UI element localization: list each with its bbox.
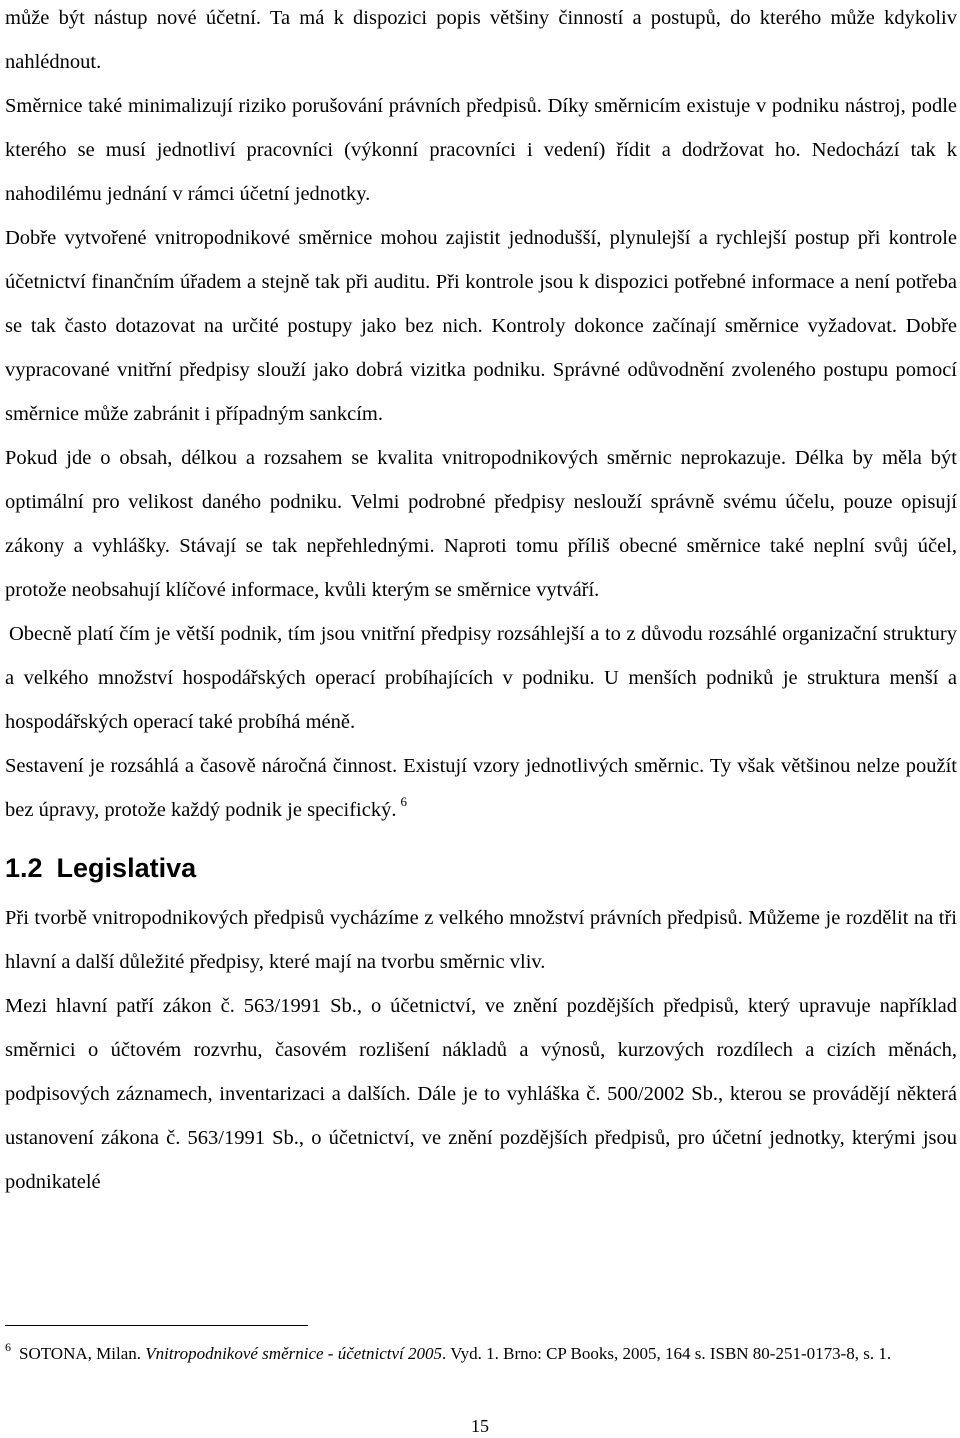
footnote-details: . Vyd. 1. Brno: CP Books, 2005, 164 s. ISBN 80-251-0173-8, s. 1. [442, 1344, 892, 1363]
footnote [5, 1333, 957, 1374]
footnote-number: 6 [5, 1340, 11, 1354]
section-heading [5, 846, 957, 890]
footnote-reference[interactable]: 6 [400, 794, 407, 809]
paragraph: Pokud jde o obsah, délkou a rozsahem se kvalita vnitropodnikových směrnic neprokazuje. Délka by měla být optimální pro velikost daného podniku. Velmi podrobné předpisy neslouží správně svému účelu, pouze opisují zákony a vyhlášky. Stávají se tak nepřehlednými. Naproti tomu příliš obecné směrnice také neplní svůj účel, protože neobsahují klíčové informace, kvůli kterým se směrnice vytváří. [5, 447, 957, 601]
paragraph: Mezi hlavní patří zákon č. 563/1991 Sb., o účetnictví, ve znění pozdějších předpisů, který upravuje například směrnici o účtovém rozvrhu, časovém rozlišení nákladů a výnosů, kurzových rozdílech a cizích měnách, podpisových záznamech, inventarizaci a dalších. Dále je to vyhláška č. 500/2002 Sb., kterou se provádějí některá ustanovení zákona č. 563/1991 Sb., o účetnictví, ve znění pozdějších předpisů, pro účetní jednotky, kterými jsou podnikatelé [5, 995, 957, 1193]
section-title: Legislativa [56, 853, 197, 883]
paragraph: může být nástup nové účetní. Ta má k dispozici popis většiny činností a postupů, do kterého může kdykoliv nahlédnout. [5, 7, 957, 73]
footnote-title: Vnitropodnikové směrnice - účetnictví 2005 [145, 1344, 443, 1363]
page-number: 15 [471, 1416, 489, 1436]
paragraph-text: Sestavení je rozsáhlá a časově náročná činnost. Existují vzory jednotlivých směrnic. Ty však většinou nelze použít bez úpravy, protože každý podnik je specifický. [5, 755, 957, 821]
footnote-author: SOTONA, Milan. [19, 1344, 141, 1363]
paragraph: Při tvorbě vnitropodnikových předpisů vycházíme z velkého množství právních předpisů. Můžeme je rozdělit na tři hlavní a další důležité předpisy, které mají na tvorbu směrnic vliv. [5, 907, 957, 973]
paragraph: Dobře vytvořené vnitropodnikové směrnice mohou zajistit jednodušší, plynulejší a rychlejší postup při kontrole účetnictví finančním úřadem a stejně tak při auditu. Při kontrole jsou k dispozici potřebné informace a není potřeba se tak často dotazovat na určité postupy jako bez nich. Kontroly dokonce začínají směrnice vyžadovat. Dobře vypracované vnitřní předpisy slouží jako dobrá vizitka podniku. Správné odůvodnění zvoleného postupu pomocí směrnice může zabránit i případným sankcím. [5, 227, 957, 425]
section-number: 1.2 [5, 853, 43, 883]
footnote-separator [5, 1325, 308, 1326]
document-page [5, 0, 957, 1204]
paragraph-with-footnote [5, 744, 957, 832]
paragraph: Směrnice také minimalizují riziko porušování právních předpisů. Díky směrnicím existuje v podniku nástroj, podle kterého se musí jednotliví pracovníci (výkonní pracovníci i vedení) řídit a dodržovat ho. Nedochází tak k nahodilému jednání v rámci účetní jednotky. [5, 95, 957, 205]
paragraph: Obecně platí čím je větší podnik, tím jsou vnitřní předpisy rozsáhlejší a to z důvodu rozsáhlé organizační struktury a velkého množství hospodářských operací probíhajících v podniku. U menších podniků je struktura menší a hospodářských operací také probíhá méně. [5, 623, 957, 733]
